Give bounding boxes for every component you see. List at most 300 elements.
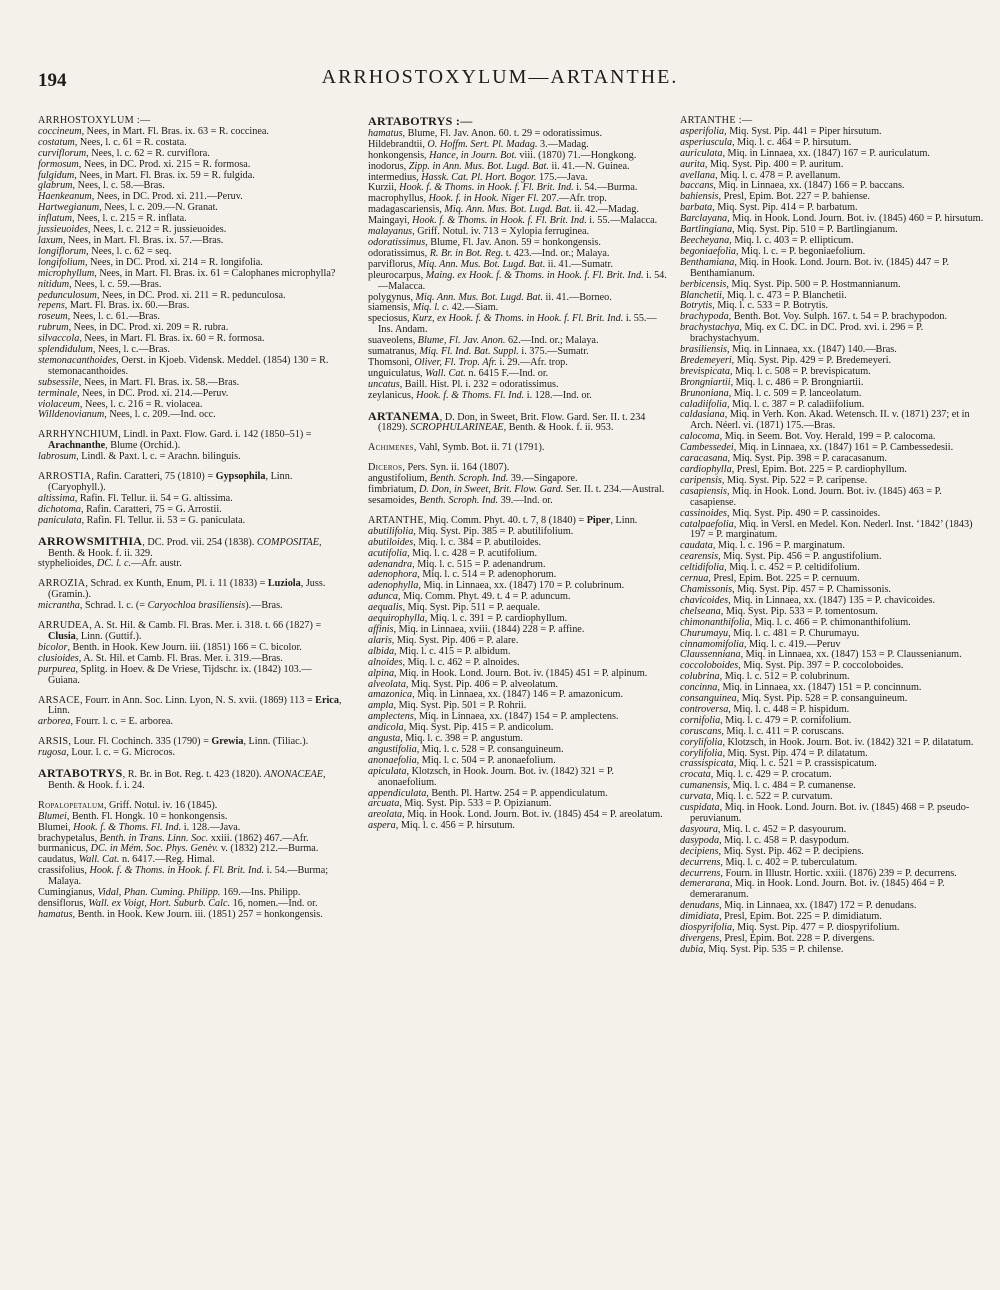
entry-italic-text: O. Hoffm. Sert. Pl. Madag. <box>427 138 538 150</box>
entry-italic-text: Hartwegianum <box>38 202 100 214</box>
entry-italic-text: celtidifolia <box>680 562 725 574</box>
entry-text: , Presl, Epim. Bot. 225 = P. cernuum. <box>708 573 860 585</box>
entry-italic-text: Kurz, ex Hook. f. & Thoms. in Hook. f. Fl. Brit. Ind. <box>412 313 624 325</box>
entry-text: , Nees, l. c. 61 = R. costata. <box>74 136 187 148</box>
entry-text: , A. St. Hil. & Camb. Fl. Bras. Mer. i. 318. t. 66 (1827) = <box>89 620 322 632</box>
entry-text: , Miq. in Linnaea, xx. (1847) 161 = P. Cambessedesii. <box>733 442 954 454</box>
entry-italic-text: Hook. f. & Thoms. in Hook. f. Fl. Brit. Ind. <box>89 865 265 877</box>
entry-italic-text: clusioides <box>38 652 79 664</box>
entry-italic-text: Caryochloa brasiliensis <box>147 600 246 612</box>
entry-italic-text: Willdenovianum <box>38 409 105 421</box>
entry-italic-text: adenophora <box>368 569 418 581</box>
entry-text: , Miq. l. c. 509 = P. lanceolatum. <box>728 387 862 399</box>
entry-italic-text: Miq. Ann. Mus. Bot. Lugd. Bat. <box>417 258 546 270</box>
entry-italic-text: Churumayu <box>680 627 729 639</box>
entry-italic-text: laxum <box>38 234 63 246</box>
genus-entry <box>368 408 668 435</box>
entry-text: 39.—Ind. or. <box>498 495 553 506</box>
entry-text: fimbriatum, <box>368 484 419 496</box>
entry-text: , Miq. l. c. 452 = P. dasyourum. <box>717 823 847 835</box>
entry-text: xxiii. (1862) 467.—Afr. <box>208 832 309 844</box>
entry-text: 62.—Ind. or.; Malaya. <box>505 335 599 347</box>
entry-italic-text: ampla <box>368 700 394 712</box>
entry-italic-text: longifolium <box>38 256 85 268</box>
entry-text: , Miq. l. c. 521 = P. crassispicatum. <box>733 758 877 770</box>
index-column-left <box>38 116 343 921</box>
entry-text: 3.—Madag. <box>537 138 589 150</box>
entry-italic-text: Miq. Fl. Ind. Bat. Suppl. <box>419 346 519 358</box>
entry-text: , Miq. Syst. Pip. 501 = P. Rohrii. <box>393 700 527 712</box>
entry-text: , Nees, in DC. Prod. xi. 214 = R. longifolia. <box>84 256 263 268</box>
entry-italic-text: Benthamiana <box>680 256 735 268</box>
entry-text: , Miq. l. c. 448 = P. hispidum. <box>728 703 850 715</box>
entry-text: , Presl, Epim. Bot. 227 = P. bahiense. <box>718 191 870 203</box>
entry-italic-text: ANONACEAE <box>264 769 323 781</box>
entry-text: , Lindl. & Paxt. l. c. = Arachn. bilinguis. <box>76 451 241 463</box>
entry-text: , Benth. Fl. Hongk. 10 = honkongensis. <box>66 810 228 822</box>
entry-text: , Miq. Syst. Pip. 535 = P. chilense. <box>703 943 844 955</box>
entry-heading-text: Diceros <box>368 462 403 474</box>
species-entry <box>38 356 343 378</box>
entry-text: , Miq. l. c. 522 = P. curvatum. <box>711 791 833 803</box>
entry-italic-text: controversa <box>680 703 729 715</box>
entry-italic-text: glabrum <box>38 180 73 192</box>
entry-italic-text: Vidal, Phan. Cuming. Philipp. <box>97 887 221 899</box>
entry-italic-text: adunca <box>368 591 398 603</box>
entry-text: , Rafin. Caratteri, 75 (1810) = <box>91 471 216 483</box>
entry-italic-text: brachystachya <box>680 322 740 334</box>
entry-italic-text: decurrens <box>680 867 721 879</box>
entry-text: , Miq. l. c. 428 = P. acutifolium. <box>407 547 538 559</box>
entry-italic-text: Zipp. in Ann. Mus. Bot. Lugd. Bat. <box>408 160 549 172</box>
running-head: ARRHOSTOXYLUM—ARTANTHE. <box>321 66 679 88</box>
entry-text: , Miq. l. c. 508 = P. brevispicatum. <box>729 365 871 377</box>
entry-text: odoratissimus, <box>368 247 430 259</box>
entry-italic-text: asperiuscula <box>680 136 733 148</box>
entry-text: , Miq. l. c. 387 = P. caladiifolium. <box>726 398 865 410</box>
species-entry <box>368 271 668 293</box>
entry-text: , Miq. l. c. 415 = P. albidum. <box>394 645 511 657</box>
entry-bold-text: Gypsophila <box>215 471 266 483</box>
index-column-right <box>680 116 985 956</box>
entry-text: , Nees, in DC. Prod. xi. 211.—Peruv. <box>91 191 243 203</box>
entry-text: , Benth. Bot. Voy. Sulph. 167. t. 54 = P. brachypodon. <box>728 311 948 323</box>
entry-italic-text: hamatus <box>38 908 73 920</box>
entry-text: , Miq. in Linnaea, xx. (1847) 135 = P. chavicoides. <box>728 594 936 606</box>
entry-italic-text: Hook. f. & Thoms. Fl. Ind. <box>416 389 525 401</box>
entry-text: , Nees, in Mart. Fl. Bras. ix. 57.—Bras. <box>62 234 224 246</box>
entry-italic-text: malayanus <box>368 226 413 238</box>
entry-text: , Nees, in DC. Prod. xi. 209 = R. rubra. <box>68 322 229 334</box>
entry-italic-text: uncatus <box>368 378 400 390</box>
entry-text: speciosus, <box>368 313 413 325</box>
entry-italic-text: crassispicata <box>680 758 734 770</box>
entry-text: , Benth. in Hook. Kew Journ. iii. (1851) 257 = honkongensis. <box>72 908 323 920</box>
entry-italic-text: purpurea <box>38 663 76 675</box>
entry-italic-text: labrosum <box>38 451 77 463</box>
entry-italic-text: cassinoides <box>680 507 727 519</box>
entry-text: ii. 42.—Madag. <box>571 204 639 216</box>
entry-italic-text: Hance, in Journ. Bot. <box>429 149 517 161</box>
entry-text: , Pers. Syn. ii. 164 (1807). <box>402 462 510 474</box>
entry-italic-text: cinnamomifolia <box>680 638 744 650</box>
entry-text: , Benth. Pl. Hartw. 254 = P. appendiculatum. <box>426 787 608 799</box>
entry-italic-text: terminale <box>38 387 78 399</box>
entry-text: i. 54.—Malacca. <box>378 269 667 292</box>
entry-italic-text: nitidum <box>38 278 70 290</box>
entry-text: , Miq. in Linnaea, xx. (1847) 151 = P. concinnum. <box>717 682 922 694</box>
entry-text: angustifolium, <box>368 473 430 485</box>
genus-entry <box>38 768 343 792</box>
entry-italic-text: appendiculata <box>368 787 427 799</box>
entry-text: , Lindl. in Paxt. Flow. Gard. i. 142 (1850–51) = <box>118 429 312 441</box>
entry-italic-text: angusta <box>368 733 401 745</box>
species-entry <box>38 516 343 527</box>
entry-text: , Miq. in Linnaea, xx. (1847) 153 = P. Claussenianum. <box>740 649 962 661</box>
entry-italic-text: arcuata <box>368 798 400 810</box>
entry-text: , Miq. l. c. 504 = P. anonaefolium. <box>416 754 556 766</box>
entry-text: 207.—Afr. trop. <box>538 193 607 205</box>
entry-text: , Nees, in Mart. Fl. Bras. ix. 59 = R. fulgida. <box>74 169 255 181</box>
entry-italic-text: altissima <box>38 492 75 504</box>
entry-text: , Nees, in Mart. Fl. Bras. ix. 60 = R. formosa. <box>79 333 265 345</box>
entry-italic-text: odoratissimus <box>368 236 426 248</box>
entry-text: , Miq. l. c. 411 = P. coruscans. <box>721 725 845 737</box>
entry-italic-text: coccineum <box>38 125 82 137</box>
entry-text: madagascariensis, <box>368 204 445 216</box>
entry-italic-text: curviflorum <box>38 147 87 159</box>
entry-text: , Miq. in Hook. Lond. Journ. Bot. iv. (1845) 464 = P. demeraranum. <box>690 878 945 901</box>
entry-text: , Miq. l. c. 484 = P. cumanense. <box>727 780 856 792</box>
entry-text: , Miq. in Hook. Lond. Journ. Bot. iv. (1845) 451 = P. alpinum. <box>394 667 648 679</box>
entry-italic-text: cumanensis <box>680 780 728 792</box>
entry-text: i. 54.—Burma. <box>573 182 638 194</box>
entry-text: , R. Br. in Bot. Reg. t. 423 (1820). <box>122 769 265 781</box>
entry-text: ).—Bras. <box>245 600 283 612</box>
entry-italic-text: auriculata <box>680 147 723 159</box>
genus-entry <box>38 430 343 452</box>
entry-italic-text: consanguinea <box>680 693 737 705</box>
entry-italic-text: brevispicata <box>680 365 730 377</box>
entry-text: , Miq. Syst. Pip. 528 = P. consanguineum. <box>736 693 908 705</box>
entry-text: sumatranus, <box>368 346 420 358</box>
entry-text: , Miq. l. c. 473 = P. Blanchetii. <box>721 289 847 301</box>
genus-entry <box>38 472 343 494</box>
entry-text: , Miq. l. c. 419.—Peruv <box>743 638 841 650</box>
entry-italic-text: roseum <box>38 311 68 323</box>
entry-text: , Nees, in Mart. Fl. Bras. ix. 63 = R. coccinea. <box>81 125 269 137</box>
entry-italic-text: jussieuoides <box>38 224 88 236</box>
entry-text: i. 29.—Afr. trop. <box>496 356 568 368</box>
entry-text: , Presl, Epim. Bot. 225 = P. dimidiatum. <box>719 911 882 923</box>
entry-text: macrophyllus, <box>368 193 429 205</box>
species-entry <box>38 410 343 421</box>
entry-text: , Miq. l. c. 398 = P. angustum. <box>400 733 523 745</box>
entry-italic-text: Brunoniana <box>680 387 729 399</box>
entry-bold-text: Piper <box>586 514 611 526</box>
entry-text: Blumei, <box>38 821 74 833</box>
entry-heading-text: ARSIS <box>38 736 69 748</box>
entry-text: n. 6415 F.—Ind. or. <box>465 367 549 379</box>
entry-text: , Schrad. l. c. (= <box>79 600 148 612</box>
genus-entry <box>38 533 343 560</box>
entry-text: i. 55.—Ins. Andam. <box>378 313 657 336</box>
entry-text: , Nees, l. c.—Bras. <box>92 344 170 356</box>
entry-italic-text: aspera <box>368 820 396 832</box>
entry-text: , Lour. Fl. Cochinch. 335 (1790) = <box>68 736 212 748</box>
entry-italic-text: alaris <box>368 634 392 646</box>
entry-text: , Linn. <box>610 514 638 526</box>
entry-italic-text: alpina <box>368 667 395 679</box>
entry-text: , Miq. l. c. 384 = P. abutiloides. <box>413 536 541 548</box>
entry-heading-text: ARTABOTRYS :— <box>368 114 473 128</box>
entry-italic-text: Wall. ex Voigt, Hort. Suburb. Calc. <box>88 898 231 909</box>
entry-italic-text: alveolata <box>368 678 406 690</box>
entry-italic-text: fulgidum <box>38 169 75 181</box>
entry-text: , Miq. Syst. Pip. 533 = P. tomentosum. <box>720 605 878 617</box>
entry-italic-text: affinis <box>368 623 394 635</box>
entry-heading-text: ARTANTHE <box>368 514 424 526</box>
entry-text: , Klotzsch, in Hook. Journ. Bot. iv. (1842) 321 = P. anonaefolium. <box>378 765 614 788</box>
entry-text: , Blume, Fl. Jav. Anon. 60. t. 29 = odoratissimus. <box>402 127 603 139</box>
entry-italic-text: Maing. ex Hook. f. & Thoms. in Hook. f. Fl. Brit. Ind. <box>425 269 644 281</box>
entry-text: viii. (1870) 71.—Hongkong. <box>516 149 637 161</box>
entry-text: , Linn. (Guttif.). <box>75 630 142 642</box>
species-entry <box>368 391 668 402</box>
entry-text: , Miq. Syst. Pip. 500 = P. Hostmannianum. <box>726 278 901 290</box>
entry-italic-text: Oliver, Fl. Trop. Afr. <box>414 356 497 368</box>
entry-italic-text: chelseana <box>680 605 721 617</box>
entry-italic-text: corylifolia <box>680 736 723 748</box>
entry-text: , Miq. l. c. 512 = P. colubrinum. <box>719 671 850 683</box>
entry-text: styphelioides, <box>38 558 97 570</box>
entry-italic-text: cardiophylla <box>680 464 732 475</box>
entry-text: 42.—Siam. <box>449 302 499 314</box>
entry-italic-text: COMPOSITAE <box>256 536 319 548</box>
entry-italic-text: Blanchetii <box>680 289 722 301</box>
entry-italic-text: avellana <box>680 169 716 181</box>
entry-italic-text: Hook. f. & Thoms. Fl. Ind. <box>73 821 182 833</box>
entry-italic-text: dasyoura <box>680 823 718 835</box>
entry-text: , Juss. (Gramin.). <box>48 578 326 601</box>
entry-text: , Miq. in Hook. Lond. Journ. Bot. iv. (1845) 460 = P. hirsutum. <box>727 213 984 225</box>
entry-text: i. 128.—Ind. or. <box>524 389 592 401</box>
entry-text: , Klotzsch, in Hook. Journ. Bot. iv. (1842) 321 = P. dilatatum. <box>722 736 974 748</box>
entry-italic-text: Miq. l. c. <box>412 302 450 314</box>
species-entry <box>680 520 985 542</box>
entry-text: , Miq. l. c. 479 = P. cornifolium. <box>720 714 852 726</box>
entry-text: , Rafin. Fl. Tellur. ii. 53 = G. paniculata. <box>81 514 246 526</box>
entry-italic-text: crocata <box>680 769 711 781</box>
entry-text: , Nees, l. c. 209.—N. Granat. <box>99 202 218 214</box>
entry-text: , Miq. ex C. DC. in DC. Prod. xvi. i. 296 = P. brachystachyum. <box>690 322 924 345</box>
entry-italic-text: Beecheyana <box>680 234 730 246</box>
entry-text: pleurocarpus, <box>368 269 426 281</box>
entry-text: , Miq. in Versl. en Medel. Kon. Nederl. Inst. ‘1842’ (1843) 197 = P. marginatum. <box>690 518 973 541</box>
entry-italic-text: stemonacanthoides <box>38 354 117 366</box>
entry-text: , Benth. & Hook. f. ii. 329. <box>48 536 322 559</box>
species-entry <box>38 866 343 888</box>
entry-bold-text: Erica <box>315 694 339 706</box>
entry-italic-text: baccans <box>680 180 714 192</box>
species-entry <box>680 258 985 280</box>
entry-text: , Miq. in Linnaea, xx. (1847) 146 = P. amazonicum. <box>412 689 624 701</box>
entry-italic-text: Miq. Ann. Mus. Bot. Lugd. Bat. <box>444 204 572 216</box>
entry-text: , Baill. Hist. Pl. i. 232 = odoratissimus. <box>399 378 559 390</box>
entry-heading-text: ARROZIA <box>38 578 86 590</box>
entry-italic-text: splendidulum <box>38 344 93 356</box>
entry-text: Hildebrandtii, <box>368 138 428 150</box>
entry-italic-text: cornifolia <box>680 714 721 726</box>
entry-text: , Nees, l. c. 215 = R. inflata. <box>71 213 187 225</box>
entry-text: , Miq. Comm. Phyt. 49. t. 4 = P. aduncum. <box>398 591 571 603</box>
entry-text: , Miq. in Linnaea, xx. (1847) 166 = P. baccans. <box>713 180 905 192</box>
entry-italic-text: inflatum <box>38 213 72 225</box>
entry-text: , Miq. in Hook. Lond. Journ. Bot. iv. (1845) 447 = P. Benthamianum. <box>690 256 950 279</box>
entry-text: , Nees, l. c. 58.—Bras. <box>72 180 165 192</box>
entry-text: , Miq. Syst. Pip. 477 = P. diospyrifolium. <box>732 922 900 934</box>
entry-text: i. 128.—Java. <box>181 821 241 833</box>
entry-italic-text: chimonanthifolia <box>680 616 750 628</box>
entry-heading-text: ARSACE <box>38 694 80 706</box>
species-entry <box>680 487 985 509</box>
entry-italic-text: denudans <box>680 900 720 912</box>
entry-italic-text: caripensis <box>680 474 722 486</box>
species-entry <box>38 665 343 687</box>
entry-text: 16, nomen.—Ind. or. <box>230 898 318 909</box>
entry-italic-text: Hook. f. in Hook. Niger Fl. <box>428 193 539 205</box>
entry-text: unguiculatus, <box>368 367 426 379</box>
entry-italic-text: anonaefolia <box>368 754 417 766</box>
entry-text: n. 6417.—Reg. Himal. <box>119 854 215 866</box>
entry-text: , Miq. in Linnaea, xx. (1847) 170 = P. colubrinum. <box>418 580 625 592</box>
entry-bold-text: Arachnanthe <box>48 440 106 452</box>
entry-text: , Schrad. ex Kunth, Enum, Pl. i. 11 (1833) = <box>85 578 268 590</box>
entry-italic-text: diospyrifolia <box>680 922 733 934</box>
entry-italic-text: formosum <box>38 158 79 170</box>
entry-text: , Miq. Syst. Pip. 457 = P. Chamissonis. <box>732 583 891 595</box>
entry-text: , Miq. Syst. Pip. 441 = Piper hirsutum. <box>724 125 882 137</box>
entry-italic-text: amazonica <box>368 689 413 701</box>
entry-italic-text: SCROPHULARINEAE <box>410 422 504 434</box>
entry-text: intermedius, <box>368 171 422 183</box>
species-entry <box>680 803 985 825</box>
species-entry <box>368 767 668 789</box>
entry-italic-text: concinna <box>680 682 718 694</box>
entry-italic-text: areolata <box>368 809 403 821</box>
entry-text: , Nees, l. c. 62 = seq. <box>86 245 172 257</box>
entry-text: , Benth. & Hook. f. ii. 953. <box>503 422 614 434</box>
entry-text: polygynus, <box>368 291 416 303</box>
entry-italic-text: Wall. Cat. <box>78 854 120 866</box>
entry-italic-text: cernua <box>680 573 709 585</box>
entry-italic-text: Bredemeyeri <box>680 354 732 366</box>
genus-entry <box>368 443 668 454</box>
entry-text: , Miq. in Linnaea, xx. (1847) 140.—Bras. <box>726 344 897 356</box>
entry-text: ii. 41.—N. Guinea. <box>548 160 630 172</box>
entry-text: brachypetalus, <box>38 832 100 844</box>
entry-italic-text: angustifolia <box>368 743 417 755</box>
entry-italic-text: catalpaefolia <box>680 518 734 530</box>
entry-italic-text: aurita <box>680 158 705 170</box>
entry-italic-text: Hook. f. & Thoms. in Hook. f. Fl. Brit. Ind. <box>412 215 587 227</box>
entry-italic-text: dubia <box>680 943 704 955</box>
entry-italic-text: Miq. Ann. Mus. Bot. Lugd. Bat. <box>415 291 543 303</box>
entry-text: v. (1832) 212.—Burma. <box>218 843 319 855</box>
entry-italic-text: Haenkeanum <box>38 191 92 203</box>
entry-italic-text: abutiloides <box>368 536 414 548</box>
entry-text: , Miq. l. c. 403 = P. ellipticum. <box>729 234 854 246</box>
entry-text: , Miq. l. c. = P. begoniaefolium. <box>736 245 866 257</box>
entry-text: , Miq. Syst. Pip. 397 = P. coccoloboides. <box>738 660 904 672</box>
entry-text: , Miq. l. c. 528 = P. consanguineum. <box>416 743 564 755</box>
entry-text: , Miq. l. c. 464 = P. hirsutum. <box>732 136 852 148</box>
entry-heading-text: ARTABOTRYS <box>38 766 123 781</box>
entry-italic-text: brasiliensis <box>680 344 727 356</box>
entry-text: , Miq. l. c. 466 = P. chimonanthifolium. <box>749 616 911 628</box>
entry-heading-text: Achimenes <box>368 442 414 454</box>
entry-italic-text: DC. in Mém. Soc. Phys. Genèv. <box>90 843 219 855</box>
entry-italic-text: Benth. in Trans. Linn. Soc. <box>99 832 209 844</box>
species-entry <box>368 496 668 507</box>
entry-italic-text: begoniaefolia <box>680 245 737 257</box>
entry-text: ii. 41.—Sumatr. <box>545 258 613 270</box>
entry-italic-text: calocoma <box>680 431 720 443</box>
entry-italic-text: costatum <box>38 136 75 148</box>
entry-text: , Griff. Notul. iv. 16 (1845). <box>103 799 218 811</box>
entry-italic-text: adenandra <box>368 558 413 570</box>
entry-text: , Nees, l. c. 62 = R. curviflora. <box>86 147 210 159</box>
entry-italic-text: decurrens <box>680 856 721 868</box>
entry-italic-text: paniculata <box>38 514 82 526</box>
entry-text: , Miq. Syst. Pip. 406 = P. alare. <box>391 634 519 646</box>
entry-text: , Benth. in Hook. Kew Journ. iii. (1851) 166 = C. bicolor. <box>67 641 302 653</box>
entry-text: , Miq. in Verh. Kon. Akad. Wetensch. II. v. (1871) 237; et in Arch. Néerl. vi. (1871) 175.—Bras. <box>690 409 970 432</box>
entry-text: , Miq. Syst. Pip. 385 = P. abutilifolium. <box>413 525 574 537</box>
entry-text: 169.—Ins. Philipp. <box>220 887 301 899</box>
entry-italic-text: demerarana <box>680 878 730 890</box>
entry-italic-text: rugosa <box>38 747 67 759</box>
entry-text: , Miq. in Linnaea, xviii. (1844) 228 = P. affine. <box>393 623 585 635</box>
entry-text: , Benth. & Hook. f. i. 24. <box>48 769 326 791</box>
entry-text: , Blume (Orchid.). <box>105 440 181 452</box>
species-entry <box>368 314 668 336</box>
entry-text: Kurzii, <box>368 182 400 194</box>
entry-text: , Miq. l. c. 429 = P. crocatum. <box>710 769 832 781</box>
entry-italic-text: curvata <box>680 791 712 803</box>
entry-italic-text: silvaccola <box>38 333 80 345</box>
entry-text: , Miq. Syst. Pip. 510 = P. Bartlingianum. <box>732 224 898 236</box>
entry-text: zeylanicus, <box>368 389 417 401</box>
entry-text: , Miq. l. c. 514 = P. adenophorum. <box>417 569 557 581</box>
entry-text: Maingayi, <box>368 215 413 227</box>
entry-text: , Miq. in Linnaea, xx. (1847) 154 = P. amplectens. <box>413 711 619 723</box>
entry-bold-text: Luziola <box>267 578 301 590</box>
entry-italic-text: Bartlingiana <box>680 224 733 236</box>
entry-text: t. 423.—Ind. or.; Malaya. <box>503 247 610 259</box>
species-entry <box>680 323 985 345</box>
entry-text: , Miq. l. c. 462 = P. alnoides. <box>402 656 520 668</box>
entry-italic-text: Hassk. Cat. Pl. Hort. Bogor. <box>421 171 537 183</box>
entry-italic-text: abutilifolia <box>368 525 414 537</box>
entry-text: , Nees, in DC. Prod. xi. 211 = R. pedunculosa. <box>96 289 286 301</box>
entry-italic-text: berbicensis <box>680 278 727 290</box>
entry-text: parviflorus, <box>368 258 418 270</box>
entry-italic-text: dimidiata <box>680 911 720 923</box>
entry-text: , Nees, l. c. 212 = R. jussieuoides. <box>87 224 227 236</box>
entry-italic-text: cearensis <box>680 551 719 563</box>
entry-text: , Miq. Syst. Pip. 490 = P. cassinoides. <box>726 507 881 519</box>
